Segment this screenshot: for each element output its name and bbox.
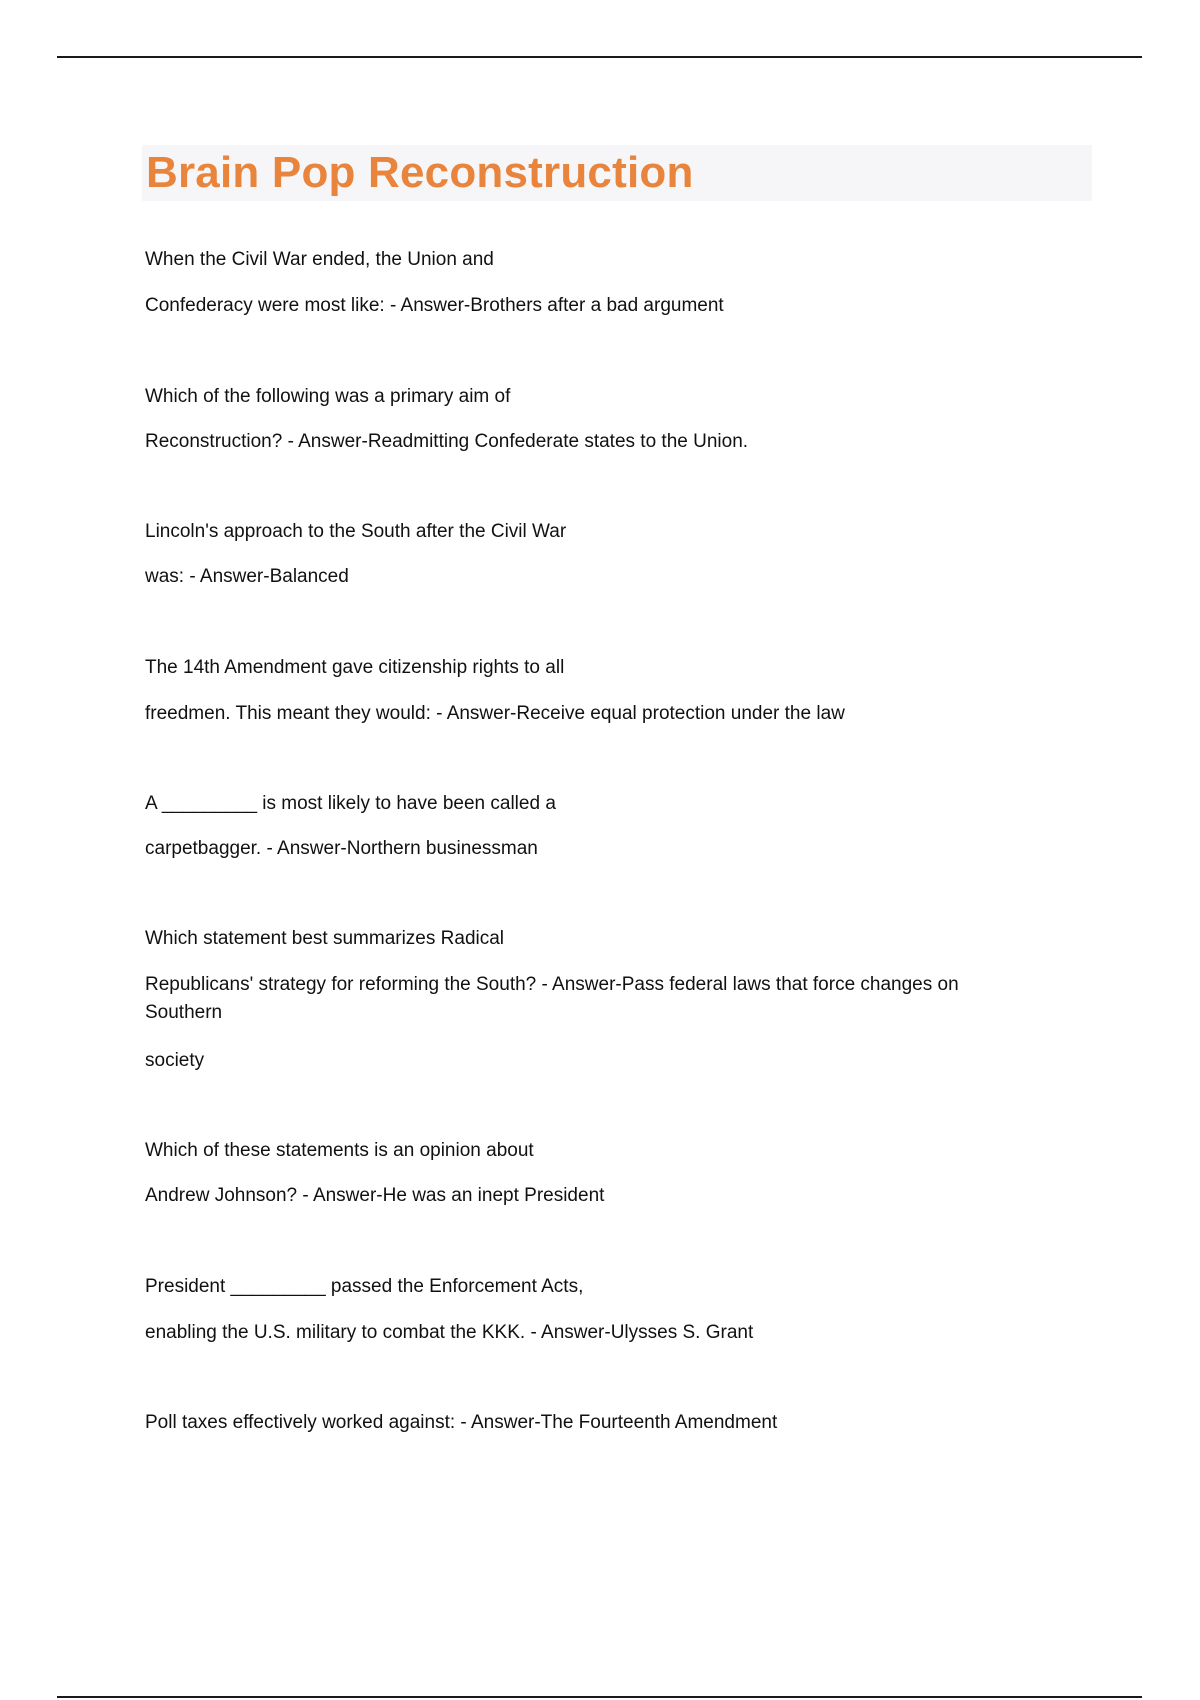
qa-1-answer: Confederacy were most like: - Answer-Brothers after a bad argument [145,295,724,316]
qa-1-question: When the Civil War ended, the Union and [145,249,494,270]
qa-7-answer: Andrew Johnson? - Answer-He was an inept President [145,1185,605,1206]
bottom-rule [57,1696,1142,1698]
qa-6-answer: Republicans' strategy for reforming the South? - Answer-Pass federal laws that force changes on Southern [145,974,959,1023]
qa-2-question: Which of the following was a primary aim of [145,386,511,407]
qa-2-answer: Reconstruction? - Answer-Readmitting Confederate states to the Union. [145,431,749,452]
qa-4-question: The 14th Amendment gave citizenship rights to all [145,657,565,678]
qa-9-question: Poll taxes effectively worked against: - Answer-The Fourteenth Amendment [145,1412,778,1433]
top-rule [57,56,1142,58]
qa-5-question: A _________ is most likely to have been called a [145,793,556,814]
qa-6-answer-continued: society [145,1050,205,1071]
qa-7-question: Which of these statements is an opinion about [145,1140,534,1161]
document-title: Brain Pop Reconstruction [146,148,694,197]
qa-8-answer: enabling the U.S. military to combat the KKK. - Answer-Ulysses S. Grant [145,1322,754,1343]
qa-8-question: President _________ passed the Enforcement Acts, [145,1276,584,1297]
qa-4-answer: freedmen. This meant they would: - Answer-Receive equal protection under the law [145,703,845,724]
qa-6-question: Which statement best summarizes Radical [145,928,505,949]
qa-3-question: Lincoln's approach to the South after the Civil War [145,521,567,542]
qa-3-answer: was: - Answer-Balanced [145,566,349,587]
qa-5-answer: carpetbagger. - Answer-Northern businessman [145,838,538,859]
